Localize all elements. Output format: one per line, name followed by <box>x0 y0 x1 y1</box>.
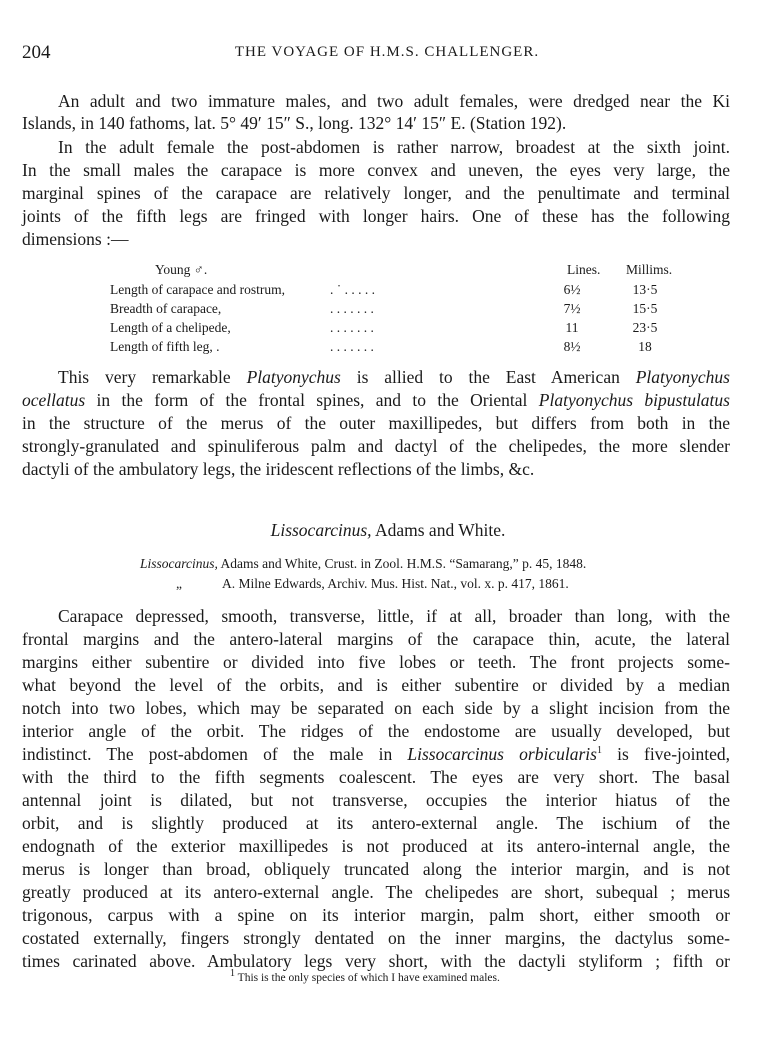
table-header-lines: Lines. <box>567 262 601 277</box>
para3-text: This very remarkable <box>58 367 247 387</box>
para2-line-2: In the small males the carapace is more convex and uneven, the eyes very large, the <box>22 160 730 180</box>
para2-line-5: dimensions :— <box>22 229 129 249</box>
para4-line-8: with the third to the fifth segments coalescent. The eyes are very short. The basal <box>22 767 730 787</box>
taxon-name: Platyonychus <box>246 367 341 387</box>
synonymy-line-2 <box>176 576 182 592</box>
para4-line-5: notch into two lobes, which may be separated on each side by a slight incision from the <box>22 698 730 718</box>
row-leader-dots: . . . . . . . <box>330 320 374 335</box>
row-leader-dots: . . . . . . . <box>330 301 374 316</box>
page-header <box>22 42 752 66</box>
ditto-mark: „ <box>176 576 182 591</box>
section-heading <box>0 520 776 541</box>
row-lines-value: 6½ <box>563 282 581 297</box>
para4-line-12: merus is longer than broad, obliquely truncated along the interior margin, and is not <box>22 859 730 879</box>
row-millims-value: 13·5 <box>632 282 658 297</box>
row-label: Breadth of carapace, <box>110 301 222 316</box>
para3-line-3: in the structure of the merus of the outer maxillipedes, but differs from both in the <box>22 413 730 433</box>
synonymy-line-1 <box>140 556 586 572</box>
taxon-name: Platyonychus bipustulatus <box>538 390 730 410</box>
para4-text: indistinct. The post-abdomen of the male in <box>22 744 408 764</box>
table-header-millims: Millims. <box>626 262 673 277</box>
synonym-citation: Adams and White, Crust. in Zool. H.M.S. “Samarang,” p. 45, 1848. <box>217 556 587 571</box>
row-millims-value: 18 <box>638 339 652 354</box>
para4-line-15: costated externally, fingers strongly dentated on the inner margins, the dactylus some- <box>22 928 730 948</box>
para4-line-13: greatly produced at its antero-external angle. The chelipedes are short, subequal ; merus <box>22 882 730 902</box>
para4-line-14: trigonous, carpus with a spine on its interior margin, palm short, either smooth or <box>22 905 730 925</box>
row-leader-dots: . . . . . . . <box>330 339 374 354</box>
row-leader-dots: . ˙ . . . . . <box>330 282 375 297</box>
para4-line-16: times carinated above. Ambulatory legs very short, with the dactyli styliform ; fifth or <box>22 951 730 971</box>
para3-text: is allied to the East American <box>340 367 636 387</box>
para3-text: in the form of the frontal spines, and to the Oriental <box>85 390 539 410</box>
row-millims-value: 15·5 <box>632 301 658 316</box>
taxon-name: Platyonychus <box>635 367 730 387</box>
para4-line-3: margins either subentire or divided into five lobes or teeth. The front projects some- <box>22 652 730 672</box>
footnote-ref: 1 <box>596 745 602 757</box>
para3-line-1 <box>58 366 730 388</box>
para1-line-1: An adult and two immature males, and two adult females, were dredged near the Ki <box>58 91 730 111</box>
row-label: Length of carapace and rostrum, <box>110 282 286 297</box>
taxon-name: Lissocarcinus orbicularis <box>407 744 597 764</box>
para4-line-6: interior angle of the orbit. The ridges of the endostome are usually developed, but <box>22 721 730 741</box>
row-label: Length of a chelipede, <box>110 320 231 335</box>
para2-line-1: In the adult female the post-abdomen is rather narrow, broadest at the sixth joint. <box>58 137 730 157</box>
footnote-mark: 1 <box>230 968 235 980</box>
para2-line-4: joints of the fifth legs are fringed with longer hairs. One of these has the following <box>22 206 730 226</box>
genus-name: Lissocarcinus, <box>270 520 372 540</box>
para2-line-3: marginal spines of the carapace are relatively longer, and the penultimate and terminal <box>22 183 730 203</box>
para4-line-2: frontal margins and the antero-lateral margins of the carapace thin, acute, the lateral <box>22 629 730 649</box>
table-header-young: Young ♂. <box>155 262 208 277</box>
para1-line-2: Islands, in 140 fathoms, lat. 5° 49′ 15″ S., long. 132° 14′ 15″ E. (Station 192). <box>22 113 567 133</box>
para4-text: is five-jointed, <box>601 744 730 764</box>
footnote-text: This is the only species of which I have examined males. <box>235 972 500 984</box>
taxon-name: ocellatus <box>22 390 86 410</box>
row-lines-value: 7½ <box>563 301 581 316</box>
row-lines-value: 8½ <box>563 339 581 354</box>
para3-line-4: strongly-granulated and spinuliferous palm and dactyl of the chelipedes, the more slender <box>22 436 730 456</box>
running-head: THE VOYAGE OF H.M.S. CHALLENGER. <box>234 44 540 60</box>
footnote <box>230 968 500 984</box>
para4-line-1: Carapace depressed, smooth, transverse, little, if at all, broader than long, with the <box>58 606 730 626</box>
genus-authors: Adams and White. <box>371 520 506 540</box>
para4-line-9: antennal joint is dilated, but not transverse, occupies the interior hiatus of the <box>22 790 730 810</box>
row-lines-value: 11 <box>565 320 579 335</box>
page-number: 204 <box>22 42 51 63</box>
para4-line-7 <box>22 743 730 765</box>
row-millims-value: 23·5 <box>632 320 658 335</box>
para4-line-11: endognath of the exterior maxillipedes is not produced at its antero-internal angle, the <box>22 836 730 856</box>
row-label: Length of fifth leg, . <box>110 339 220 354</box>
synonym-genus: Lissocarcinus, <box>140 556 218 571</box>
para3-line-2 <box>22 389 730 411</box>
para4-line-4: what beyond the level of the orbits, and is either subentire or divided by a median <box>22 675 730 695</box>
para4-line-10: orbit, and is slightly produced at its antero-external angle. The ischium of the <box>22 813 730 833</box>
synonymy-citation-2: A. Milne Edwards, Archiv. Mus. Hist. Nat., vol. x. p. 417, 1861. <box>222 576 569 591</box>
para3-line-5: dactyli of the ambulatory legs, the iridescent reflections of the limbs, &c. <box>22 459 535 479</box>
